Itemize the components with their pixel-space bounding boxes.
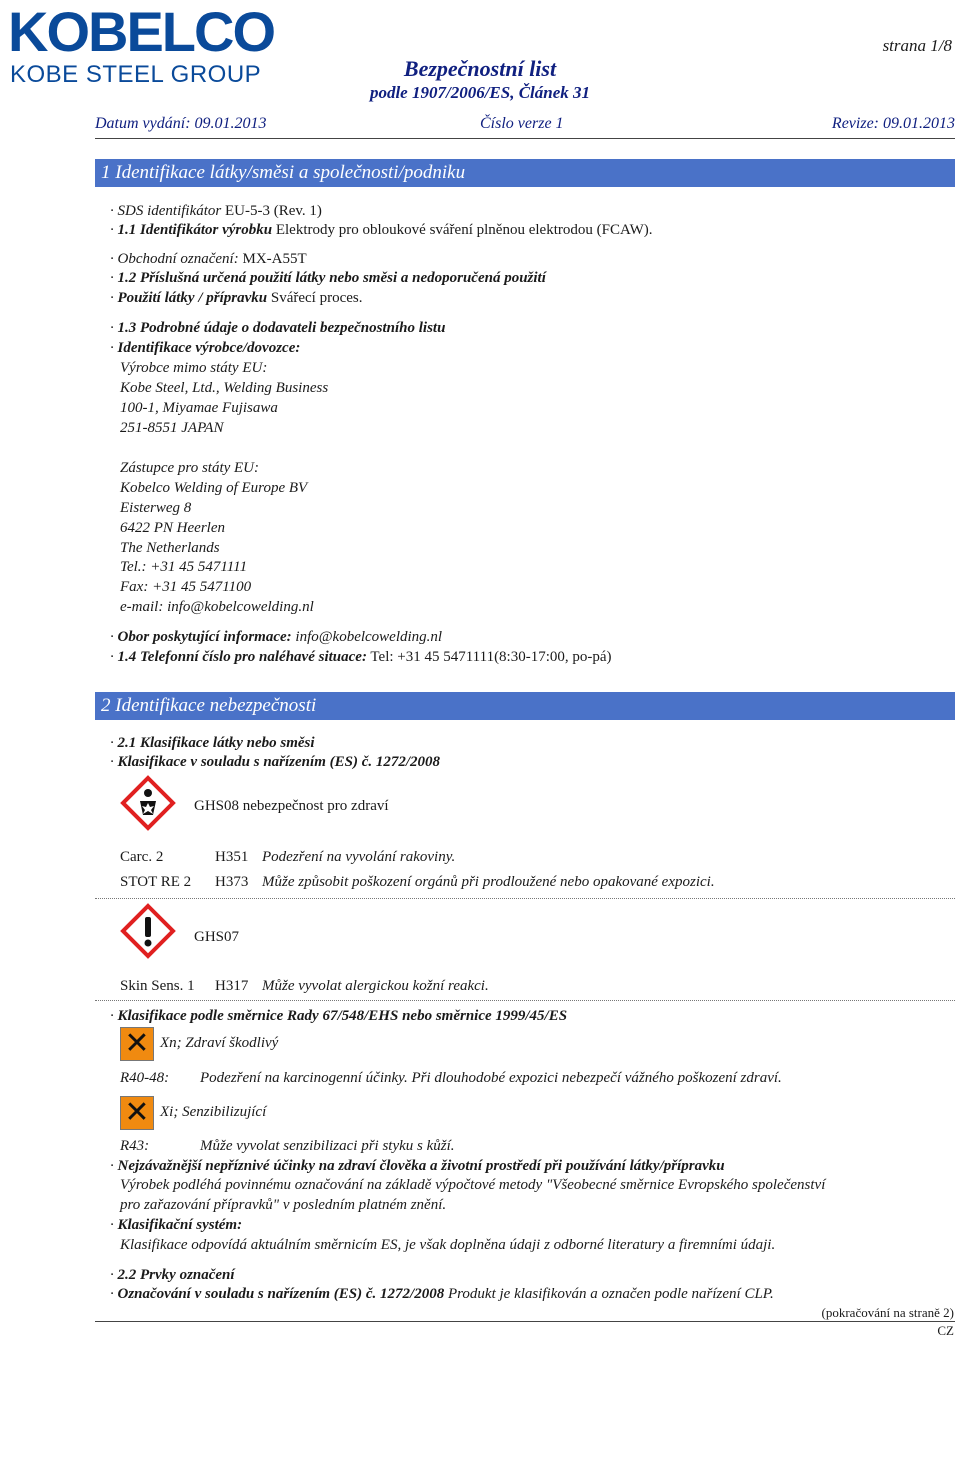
dotted-separator — [95, 898, 955, 899]
r40-48-text: Podezření na karcinogenní účinky. Při dlouhodobé expozici nebezpečí vážného poškození zdraví. — [200, 1070, 782, 1086]
xi-irritant-icon: ✕ — [120, 1096, 154, 1130]
r43-text: Může vyvolat senzibilizaci při styku s kůží. — [200, 1138, 455, 1154]
clp-labelling: · Označování v souladu s nařízením (ES) č. 1272/2008 Produkt je klasifikován a označen podle nařízení CLP. — [110, 1286, 774, 1302]
subsection-2-1: · 2.1 Klasifikace látky nebo směsi — [110, 735, 315, 751]
adverse-effects-text: Výrobek podléhá povinnému označování na základě výpočtové metody "Všeobecné směrnice Evropského společenství — [120, 1177, 826, 1193]
issue-date: Datum vydání: 09.01.2013 — [95, 115, 267, 132]
carc-text: Podezření na vyvolání rakoviny. — [262, 849, 456, 865]
footer-divider — [95, 1321, 955, 1322]
ghs08-label: GHS08 nebezpečnost pro zdraví — [194, 798, 389, 814]
version-number: Číslo verze 1 — [480, 115, 564, 132]
adverse-effects-label: · Nejzávažnější nepříznivé účinky na zdraví člověka a životní prostředí při používání látky/přípravku — [110, 1158, 725, 1174]
ghs08-health-hazard-icon — [120, 775, 176, 831]
clp-classification-label: · Klasifikace v souladu s nařízením (ES) č. 1272/2008 — [110, 754, 441, 770]
info-department: · Obor poskytující informace: info@kobelcowelding.nl — [110, 629, 443, 645]
maker-line: Výrobce mimo státy EU: — [120, 360, 268, 376]
rep-line: Tel.: +31 45 5471111 — [120, 559, 248, 575]
r43-code: R43: — [120, 1138, 150, 1154]
kobelco-logo: KOBELCO — [8, 0, 274, 63]
document-subtitle: podle 1907/2006/ES, Článek 31 — [369, 83, 591, 102]
page-number: strana 1/8 — [882, 36, 952, 55]
section-1-heading: 1 Identifikace látky/směsi a společnosti/podniku — [95, 159, 955, 187]
language-code: CZ — [937, 1323, 954, 1338]
carc-class: Carc. 2 — [120, 849, 164, 865]
carc-code: H351 — [215, 849, 249, 865]
sds-identifier: · SDS identifikátor EU-5-3 (Rev. 1) — [110, 203, 322, 219]
maker-line: Kobe Steel, Ltd., Welding Business — [120, 380, 329, 396]
intended-use: · Použití látky / přípravku Svářecí proces. — [110, 290, 363, 306]
manufacturer-label: · Identifikace výrobce/dovozce: — [110, 340, 301, 356]
rep-line: 6422 PN Heerlen — [120, 520, 225, 536]
product-identifier: · 1.1 Identifikátor výrobku Elektrody pro obloukové sváření plněnou elektrodou (FCAW). — [110, 222, 653, 238]
stot-code: H373 — [215, 874, 249, 890]
rep-line: Eisterweg 8 — [120, 500, 192, 516]
header-divider — [95, 138, 955, 139]
skin-text: Může vyvolat alergickou kožní reakci. — [262, 978, 489, 994]
subsection-1-3: · 1.3 Podrobné údaje o dodavateli bezpečnostního listu — [110, 320, 446, 336]
rep-line: Fax: +31 45 5471100 — [120, 579, 252, 595]
section-2-heading: 2 Identifikace nebezpečnosti — [95, 692, 955, 720]
dotted-separator — [95, 1000, 955, 1001]
ghs07-label: GHS07 — [194, 929, 240, 945]
stot-text: Může způsobit poškození orgánů při prodloužené nebo opakované expozici. — [262, 874, 715, 890]
document-title: Bezpečnostní list — [403, 56, 557, 81]
trade-name: · Obchodní označení: MX-A55T — [110, 251, 307, 267]
maker-line: 251-8551 JAPAN — [120, 420, 224, 436]
subsection-1-2: · 1.2 Příslušná určená použití látky nebo směsi a nedoporučená použití — [110, 270, 546, 286]
subsection-2-2: · 2.2 Prvky označení — [110, 1267, 235, 1283]
ghs07-exclamation-icon — [120, 903, 176, 959]
skin-class: Skin Sens. 1 — [120, 978, 195, 994]
revision-date: Revize: 09.01.2013 — [831, 115, 955, 132]
maker-line: 100-1, Miyamae Fujisawa — [120, 400, 278, 416]
dsd-classification-label: · Klasifikace podle směrnice Rady 67/548/EHS nebo směrnice 1999/45/ES — [110, 1008, 568, 1024]
xi-label: Xi; Senzibilizující — [160, 1104, 267, 1120]
continued-note: (pokračování na straně 2) — [821, 1305, 954, 1320]
r40-48-code: R40-48: — [120, 1070, 170, 1086]
rep-line: Kobelco Welding of Europe BV — [120, 480, 308, 496]
rep-line: Zástupce pro státy EU: — [120, 460, 260, 476]
adverse-effects-text: pro zařazování přípravků" v posledním platném znění. — [120, 1197, 447, 1213]
xn-label: Xn; Zdraví škodlivý — [160, 1035, 279, 1051]
logo-subtitle: KOBE STEEL GROUP — [10, 61, 262, 88]
classification-system-text: Klasifikace odpovídá aktuálním směrnicím ES, je však doplněna údaji z odborné literatury a firemními údaji. — [120, 1237, 776, 1253]
xn-harmful-icon: ✕ — [120, 1027, 154, 1061]
emergency-phone: · 1.4 Telefonní číslo pro naléhavé situace: Tel: +31 45 5471111(8:30-17:00, po-pá) — [110, 649, 612, 665]
skin-code: H317 — [215, 978, 249, 994]
classification-system-label: · Klasifikační systém: — [110, 1217, 243, 1233]
stot-class: STOT RE 2 — [120, 874, 192, 890]
rep-email: e-mail: info@kobelcowelding.nl — [120, 599, 314, 615]
rep-line: The Netherlands — [120, 540, 220, 556]
